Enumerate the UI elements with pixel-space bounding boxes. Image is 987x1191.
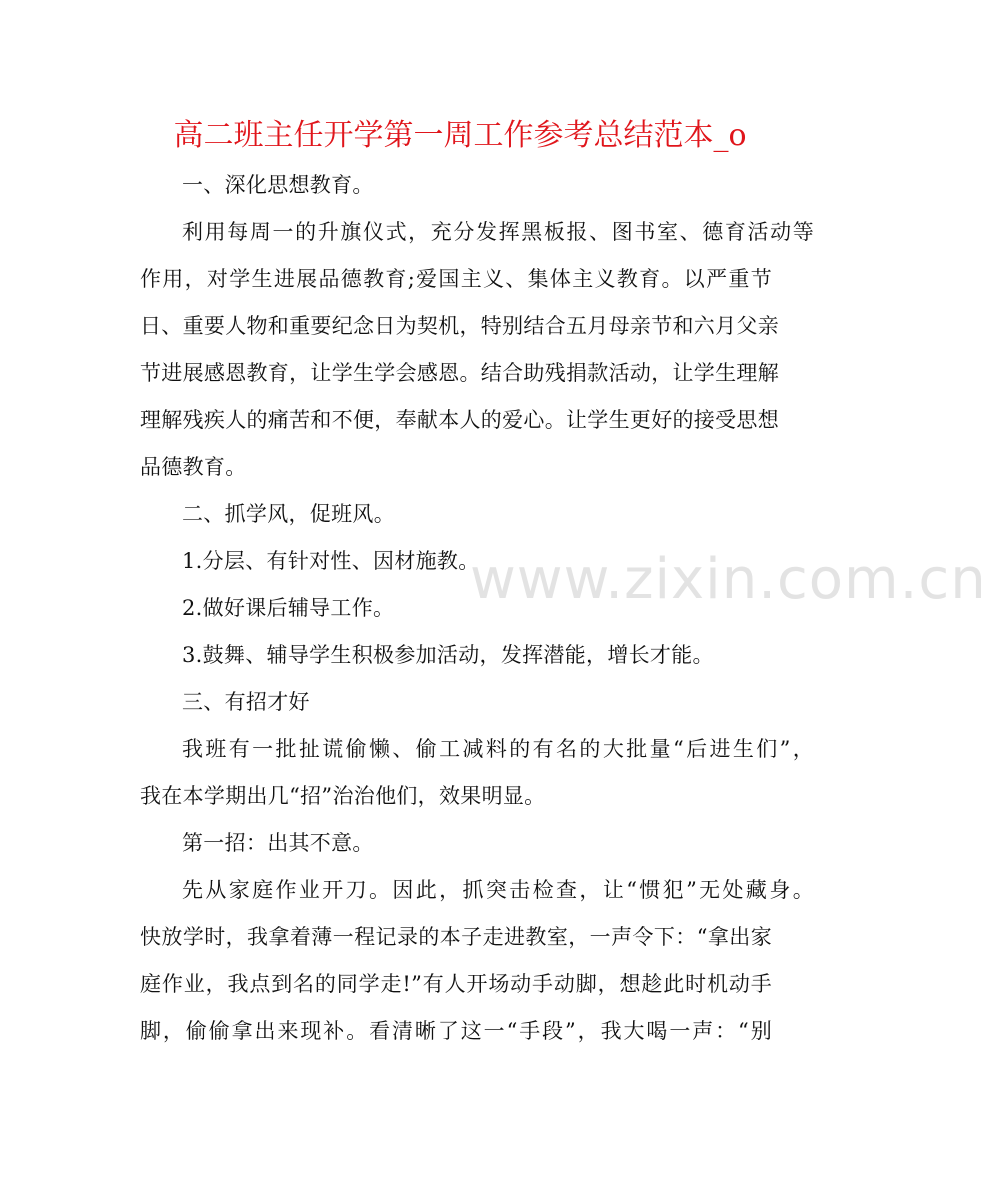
body-line: 2.做好课后辅导工作。 [182, 596, 395, 620]
document-body [140, 162, 814, 1055]
document-title: 高二班主任开学第一周工作参考总结范本_o [173, 118, 747, 153]
body-line: 理解残疾人的痛苦和不便，奉献本人的爱心。让学生更好的接受思想 [140, 408, 779, 432]
body-line: 快放学时，我拿着薄一程记录的本子走进教室，一声令下：“拿出家 [140, 925, 772, 949]
body-line: 二、抓学风，促班风。 [182, 502, 395, 526]
body-line: 利用每周一的升旗仪式，充分发挥黑板报、图书室、德育活动等 [182, 220, 814, 244]
body-line: 日、重要人物和重要纪念日为契机，特别结合五月母亲节和六月父亲 [140, 314, 779, 338]
body-line: 脚，偷偷拿出来现补。看清晰了这一“手段”，我大喝一声：“别 [140, 1019, 772, 1043]
body-line: 庭作业，我点到名的同学走!”有人开场动手动脚，想趁此时机动手 [140, 972, 772, 996]
body-line: 第一招：出其不意。 [182, 831, 374, 855]
body-line: 1.分层、有针对性、因材施教。 [182, 549, 480, 573]
body-line: 我班有一批扯谎偷懒、偷工减料的有名的大批量“后进生们”， [182, 737, 814, 761]
watermark-text: www.zixin.com.cn [470, 547, 987, 612]
body-line: 3.鼓舞、辅导学生积极参加活动，发挥潜能，增长才能。 [182, 643, 714, 667]
body-line: 先从家庭作业开刀。因此，抓突击检查，让“惯犯”无处藏身。 [182, 878, 814, 902]
body-line: 节进展感恩教育，让学生学会感恩。结合助残捐款活动，让学生理解 [140, 361, 779, 385]
body-line: 品德教育。 [140, 455, 247, 479]
body-line: 三、有招才好 [182, 690, 310, 714]
body-line: 一、深化思想教育。 [182, 173, 374, 197]
body-line: 我在本学期出几“招”治治他们，效果明显。 [140, 784, 546, 808]
body-line: 作用，对学生进展品德教育;爱国主义、集体主义教育。以严重节 [140, 267, 772, 291]
